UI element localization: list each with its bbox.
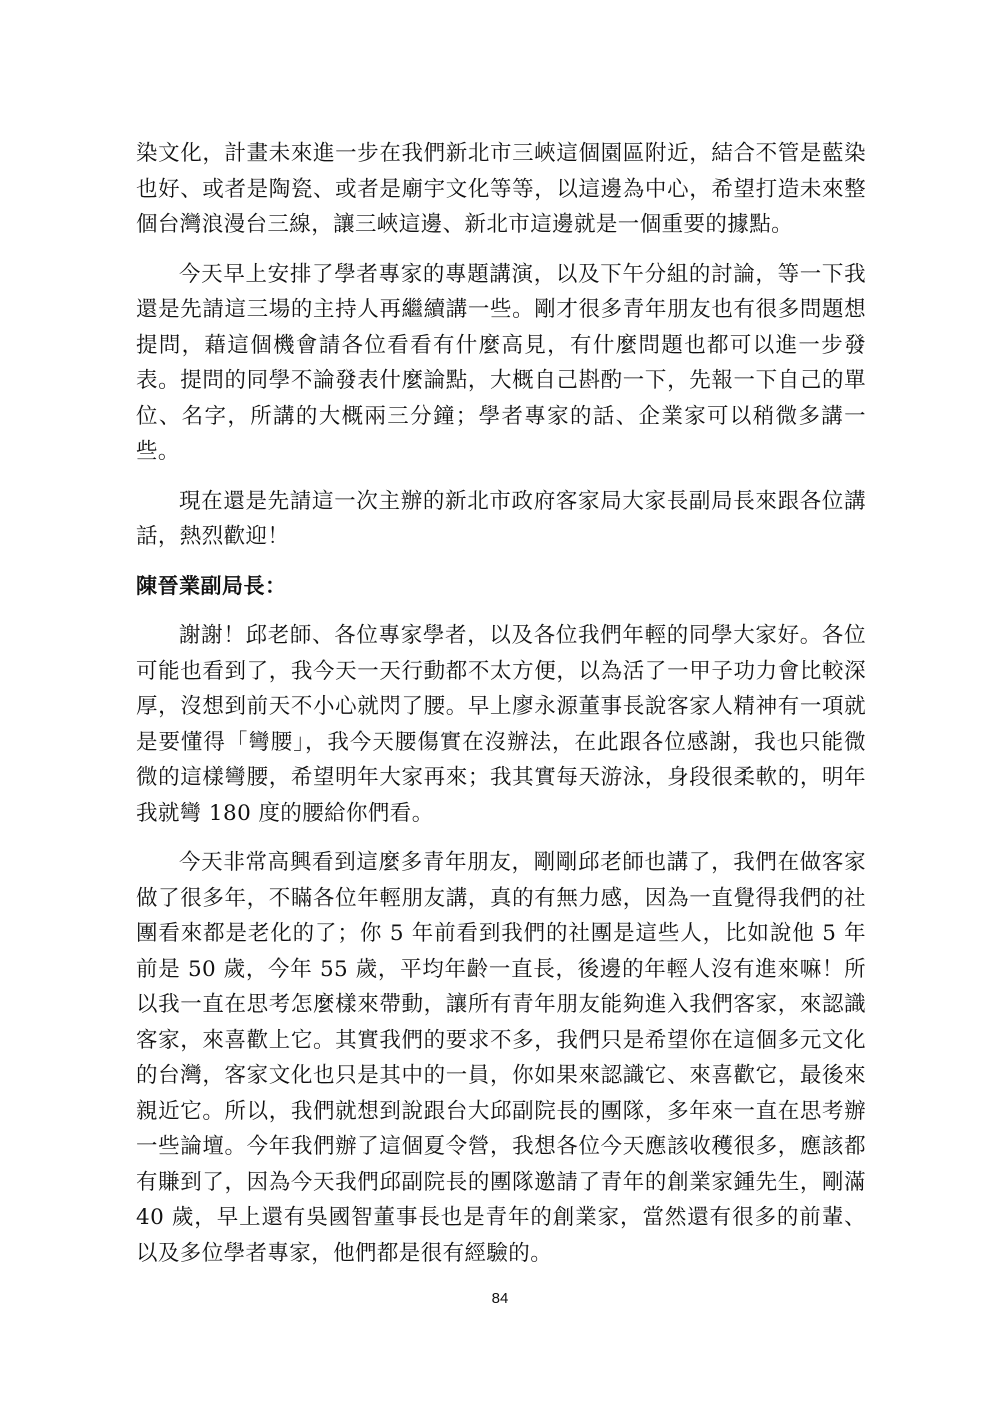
page-number: 84 — [491, 1290, 509, 1307]
paragraph-agenda: 今天早上安排了學者專家的專題講演，以及下午分組的討論，等一下我還是先請這三場的主持人再繼續講一些。剛才很多青年朋友也有很多問題想提問，藉這個機會請各位看看有什麼高見，有什麼問題也都可以進一步發表。提問的同學不論發表什麼論點，大概自己斟酌一下，先報一下自己的單位、名字，所講的大概兩三分鐘；學者專家的話、企業家可以稍微多講一些。 — [136, 261, 866, 464]
speaker-paragraph-youth: 今天非常高興看到這麼多青年朋友，剛剛邱老師也講了，我們在做客家做了很多年，不瞞各位年輕朋友講，真的有無力感，因為一直覺得我們的社團看來都是老化的了；你 5 年前看到我們的社團是這些人，比如說他 5 年前是 50 歲，今年 55 歲，平均年齡一直長，後邊的年輕人沒有進來嘛！所以我一直在思考怎麼樣來帶動，讓所有青年朋友能夠進入我們客家，來認識客家，來喜歡上它。其實我們的要求不多，我們只是希望你在這個多元文化的台灣，客家文化也只是其中的一員，你如果來認識它、來喜歡它，最後來親近它。所以，我們就想到說跟台大邱副院長的團隊，多年來一直在思考辦一些論壇。今年我們辦了這個夏令營，我想各位今天應該收穫很多，應該都有賺到了，因為今天我們邱副院長的團隊邀請了青年的創業家鍾先生，剛滿 40 歲，早上還有吳國智董事長也是青年的創業家，當然還有很多的前輩、以及多位學者專家，他們都是很有經驗的。 — [136, 850, 866, 1266]
speaker-heading: 陳晉業副局長： — [136, 573, 287, 598]
paragraph-introduction: 現在還是先請這一次主辦的新北市政府客家局大家長副局長來跟各位講話，熱烈歡迎！ — [136, 488, 866, 549]
paragraph-continued: 染文化，計畫未來進一步在我們新北市三峽這個園區附近，結合不管是藍染也好、或者是陶瓷、或者是廟宇文化等等，以這邊為中心，希望打造未來整個台灣浪漫台三線，讓三峽這邊、新北市這邊就是一個重要的據點。 — [136, 141, 866, 237]
speaker-paragraph-thanks: 謝謝！邱老師、各位專家學者，以及各位我們年輕的同學大家好。各位可能也看到了，我今天一天行動都不太方便，以為活了一甲子功力會比較深厚，沒想到前天不小心就閃了腰。早上廖永源董事長說客家人精神有一項就是要懂得「彎腰」，我今天腰傷實在沒辦法，在此跟各位感謝，我也只能微微的這樣彎腰，希望明年大家再來；我其實每天游泳，身段很柔軟的，明年我就彎 180 度的腰給你們看。 — [136, 623, 866, 826]
document-body — [136, 136, 866, 1271]
